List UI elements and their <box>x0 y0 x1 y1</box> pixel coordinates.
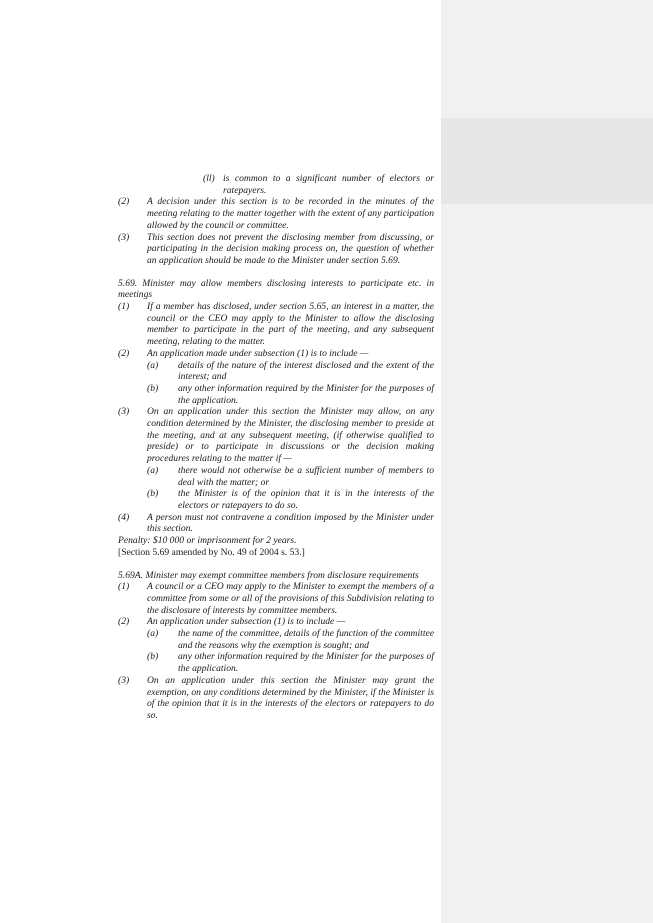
penalty-note: Penalty: $10 000 or imprisonment for 2 years. <box>118 535 297 547</box>
subsection-text: If a member has disclosed, under section 5.65, an interest in a matter, the council or the CEO may apply to the Minister to allow the disclosing member to participate in the part of the meeting, and any subsequent meeting, relating to the matter. <box>147 301 434 348</box>
subsection-text: This section does not prevent the disclosing member from discussing, or participating in the decision making process on, the question of whether an application should be made to the Minister under section 5.69. <box>147 231 434 266</box>
s569a-2-a <box>147 628 434 651</box>
subsection-number: (3) <box>118 231 130 243</box>
subsection-text: An application under subsection (1) is to include — <box>147 616 346 628</box>
subsection-number: (2) <box>118 347 130 359</box>
subsection-text: A council or a CEO may apply to the Minister to exempt the members of a committee from some or all of the provisions of this Subdivision relating to the disclosure of interests by committee members. <box>147 581 434 616</box>
s569a-subsection-3 <box>118 675 434 722</box>
s569a-subsection-2 <box>118 616 434 628</box>
paragraph-label: (a) <box>147 359 159 371</box>
s569-subsection-1 <box>118 301 434 348</box>
paragraph-text: the name of the committee, details of the function of the committee and the reasons why the exemption is sought; and <box>178 628 434 651</box>
s569-subsection-3 <box>118 406 434 465</box>
subsection-number: (4) <box>118 511 130 523</box>
paragraph-text: any other information required by the Minister for the purposes of the application. <box>178 382 434 406</box>
subsection-2 <box>118 196 434 231</box>
section-5-69-heading: 5.69. Minister may allow members disclosing interests to participate etc. in meetings <box>118 277 434 301</box>
s569a-subsection-1 <box>118 581 434 616</box>
s569-2-a <box>147 360 434 383</box>
s569-subsection-2 <box>118 348 434 360</box>
paragraph-label: (a) <box>147 628 159 640</box>
paragraph-label: (b) <box>147 488 159 500</box>
subparagraph-text: is common to a significant number of electors or ratepayers. <box>223 173 434 196</box>
subsection-number: (2) <box>118 616 130 628</box>
s569-3-a <box>147 465 434 488</box>
s569-subsection-4 <box>118 512 434 535</box>
subsection-number: (1) <box>118 581 130 593</box>
subsection-number: (2) <box>118 196 130 208</box>
subsection-number: (3) <box>118 406 130 418</box>
paragraph-label: (b) <box>147 651 159 663</box>
paragraph-label: (b) <box>147 382 159 394</box>
paragraph-text: any other information required by the Minister for the purposes of the application. <box>178 651 434 675</box>
subsection-3 <box>118 232 434 267</box>
subparagraph-ll <box>203 173 434 196</box>
subsection-number: (3) <box>118 674 130 686</box>
paragraph-label: (a) <box>147 464 159 476</box>
comment-balloon <box>441 118 653 204</box>
subsection-text: A decision under this section is to be recorded in the minutes of the meeting relating to the matter together with the extent of any participation allowed by the council or committee. <box>147 196 434 231</box>
subparagraph-label: (ll) <box>203 173 215 184</box>
amendment-note: [Section 5.69 amended by No. 49 of 2004 s. 53.] <box>118 546 305 558</box>
s569-3-b <box>147 488 434 511</box>
paragraph-text: the Minister is of the opinion that it is in the interests of the electors or ratepayers to do so. <box>178 488 434 511</box>
paragraph-text: details of the nature of the interest disclosed and the extent of the interest; and <box>178 359 434 383</box>
subsection-text: A person must not contravene a condition imposed by the Minister under this section. <box>147 511 434 535</box>
subsection-text: On an application under this section the Minister may allow, on any condition determined by the Minister, the disclosing member to preside at the meeting, and at any subsequent meeting, (if otherwise qualified to preside) or to participate in discussions or the decision making procedures relating to the matter if — <box>147 406 434 465</box>
document-body <box>118 173 434 722</box>
comment-pane <box>441 0 653 923</box>
s569a-2-b <box>147 651 434 674</box>
subsection-text: On an application under this section the Minister may grant the exemption, on any conditions determined by the Minister, if the Minister is of the opinion that it is in the interests of the electors or ratepayers to do so. <box>147 674 434 721</box>
subsection-number: (1) <box>118 301 130 313</box>
subsection-text: An application made under subsection (1) is to include — <box>147 347 369 359</box>
section-5-69a-heading: 5.69A. Minister may exempt committee members from disclosure requirements <box>118 569 419 581</box>
s569-2-b <box>147 383 434 406</box>
paragraph-text: there would not otherwise be a sufficient number of members to deal with the matter; or <box>178 464 434 488</box>
